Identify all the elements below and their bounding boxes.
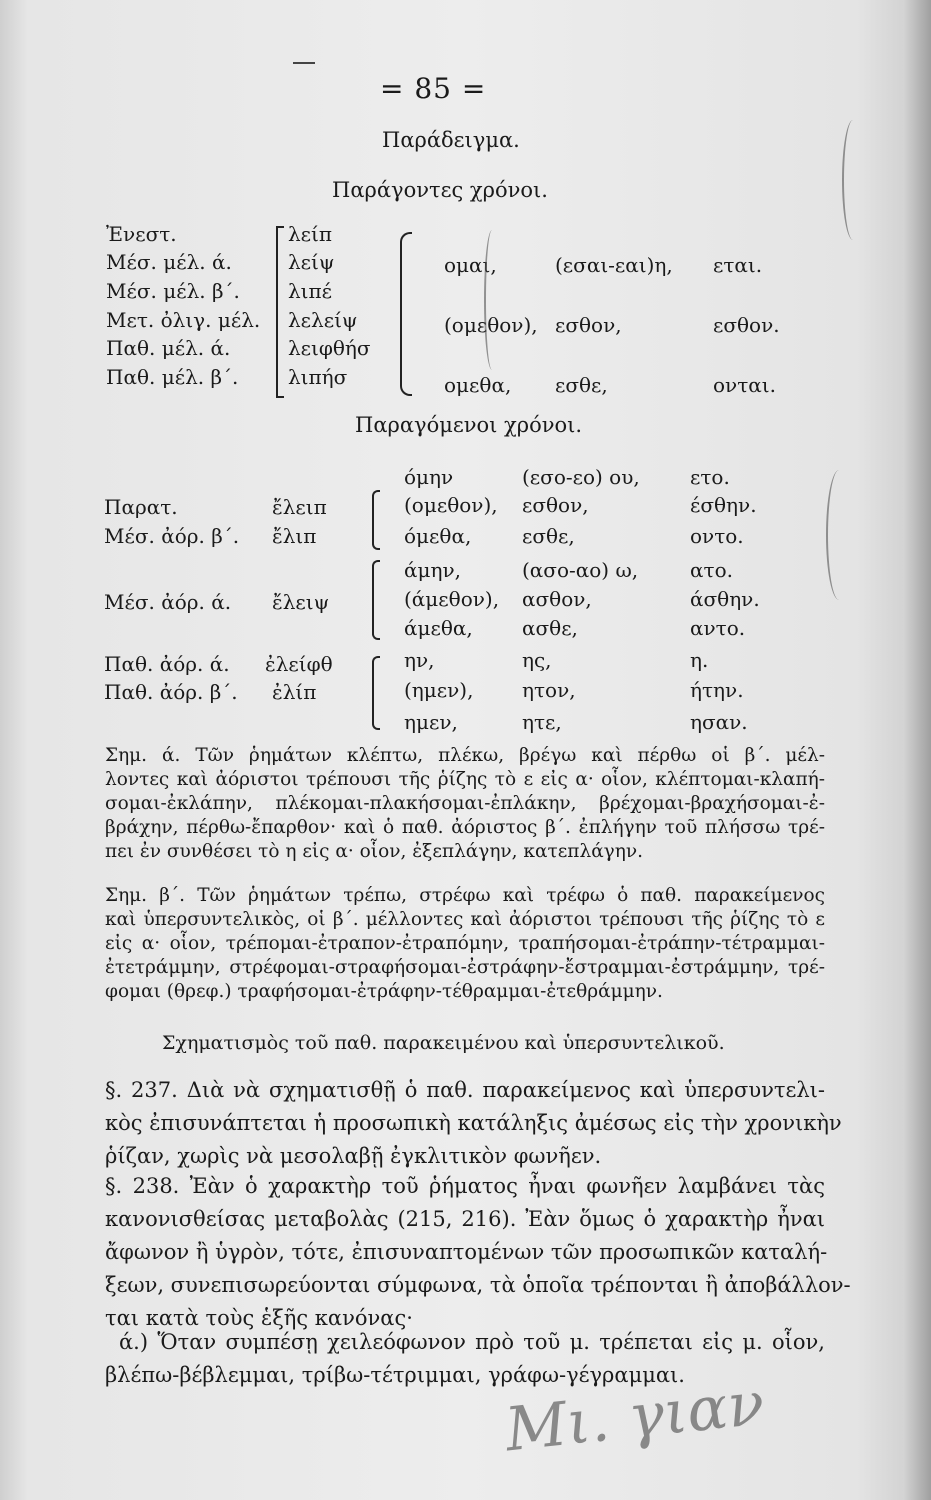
note-beta-line: ἐτετράμμην, στρέφομαι-στραφήσομαι-ἐστράφην-ἔστραμμαι-ἐστράμμην, τρέ- [105, 957, 825, 978]
margin-pencil-mark [826, 470, 852, 600]
section-237-line: §. 237. Διὰ νὰ σχηματισθῇ ὁ παθ. παρακείμενος καὶ ὑπερσυντελι- [105, 1078, 825, 1102]
section-237-line: ῥίζαν, χωρὶς νὰ μεσολαβῇ ἐγκλιτικὸν φωνῆεν. [105, 1144, 602, 1168]
section-238 [105, 1170, 851, 1335]
example-title: Παράδειγμα. [382, 128, 520, 152]
table2-ending: ασθε, [522, 616, 578, 640]
section-238-line: ἄφωνον ἢ ὑγρὸν, τότε, ἐπισυναπτομένων τῶν προσωπικῶν καταλή- [105, 1240, 828, 1264]
note-alpha [105, 744, 825, 864]
page-number: = 85 = [380, 72, 487, 105]
table1-label: Ἐνεστ. [106, 222, 177, 246]
table2-ending: ετο. [690, 465, 730, 489]
table2-ending: η. [690, 648, 709, 672]
table2-ending: ήτην. [690, 678, 744, 702]
primary-tenses-heading: Παράγοντες χρόνοι. [332, 178, 548, 202]
table1-label: Μέσ. μέλ. ά. [106, 250, 232, 274]
table2-ending: άμην, [404, 558, 462, 582]
table2-label: Μέσ. ἀόρ. β΄. [104, 524, 240, 548]
table1-ending: ομεθα, [444, 373, 512, 397]
faint-stroke-mark [484, 230, 500, 370]
table2-label: Μέσ. ἀόρ. ά. [104, 590, 232, 614]
table2-ending: ητε, [522, 710, 562, 734]
table2-ending: άσθην. [690, 587, 760, 611]
table2-ending: (ομεθον), [404, 493, 498, 517]
table2-ending: έσθην. [690, 493, 757, 517]
brace-aorist-a [372, 560, 380, 640]
table2-label: Παρατ. [104, 495, 178, 519]
handwritten-annotation: Μι. γιαν [502, 1368, 768, 1466]
table1-ending: ομαι, [444, 253, 497, 277]
table1-label: Μέσ. μέλ. β΄. [106, 279, 240, 303]
table1-label: Παθ. μέλ. β΄. [106, 365, 239, 389]
section-237 [105, 1074, 842, 1173]
table1-stem: λείψ [288, 250, 335, 274]
note-beta-line: εἰς α· οἷον, τρέπομαι-ἐτραπον-ἐτραπόμην, τραπήσομαι-ἐτράπην-τέτραμμαι- [105, 933, 825, 954]
rule-alpha-line: βλέπω-βέβλεμμαι, τρίβω-τέτριμμαι, γράφω-γέγραμμαι. [105, 1363, 685, 1387]
note-alpha-line: Σημ. ά. Τῶν ῥημάτων κλέπτω, πλέκω, βρέγω καὶ πέρθω οἱ β΄. μέλ- [105, 745, 825, 766]
table1-stem: λείπ [288, 222, 333, 246]
table2-ending: (ασο-αο) ω, [522, 558, 639, 582]
table1-ending: (ομεθον), [444, 313, 538, 337]
page-binding-shadow [903, 0, 931, 1500]
section-238-line: κανονισθείσας μεταβολὰς (215, 216). Ἐὰν ὅμως ὁ χαρακτὴρ ἦναι [105, 1207, 825, 1231]
section-238-line: ξεων, συνεπισωρεύονται σύμφωνα, τὰ ὁποῖα τρέπονται ἢ ἀποβάλλον- [105, 1273, 851, 1297]
table2-ending: (ημεν), [404, 678, 474, 702]
table1-stem: λιπέ [288, 279, 333, 303]
table1-label: Παθ. μέλ. ά. [106, 336, 231, 360]
stems-bracket [276, 226, 284, 398]
table2-ending: ης, [522, 648, 552, 672]
table2-stem: ἔλειπ [272, 495, 327, 519]
table2-ending: άμεθα, [404, 616, 473, 640]
rule-alpha-line: ά.) Ὅταν συμπέσῃ χειλεόφωνον πρὸ τοῦ μ. τρέπεται εἰς μ. οἷον, [119, 1330, 825, 1354]
table1-ending: εσθον, [555, 313, 622, 337]
note-alpha-line: λοντες καὶ ἀόριστοι τρέπουσι τῆς ῥίζης τὸ ε εἰς α· οἷον, κλέπτομαι-κλαπή- [105, 769, 825, 790]
derived-tenses-heading: Παραγόμενοι χρόνοι. [355, 413, 583, 437]
table2-ending: ητον, [522, 678, 576, 702]
table2-label: Παθ. ἀόρ. β΄. [104, 680, 238, 704]
top-dash-mark [293, 62, 315, 64]
formation-heading: Σχηματισμὸς τοῦ παθ. παρακειμένου καὶ ὑπερσυντελικοῦ. [162, 1032, 725, 1054]
table1-ending: (εσαι-εαι)η, [555, 253, 673, 277]
table2-ending: (εσο-εο) ου, [522, 465, 640, 489]
table2-stem: ἔλιπ [272, 524, 317, 548]
table2-ending: οντο. [690, 524, 744, 548]
table1-ending: εται. [713, 253, 763, 277]
table2-ending: (άμεθον), [404, 587, 500, 611]
table2-stem: ἔλειψ [272, 590, 330, 614]
table1-ending: ονται. [713, 373, 776, 397]
table2-ending: ημεν, [404, 710, 458, 734]
note-alpha-line: πει ἐν συνθέσει τὸ η εἰς α· οἷον, ἐξεπλάγην, κατεπλάγην. [105, 841, 643, 862]
table2-stem: ἐλίπ [272, 680, 317, 704]
margin-pencil-mark [842, 120, 864, 240]
brace-imperfect [372, 490, 380, 550]
note-beta-line: Σημ. β΄. Τῶν ῥημάτων τρέπω, στρέφω καὶ τρέφω ὁ παθ. παρακείμενος [105, 885, 825, 906]
note-beta-line: φομαι (θρεφ.) τραφήσομαι-ἐτράφην-τέθραμμαι-ἐτεθράμμην. [105, 981, 663, 1002]
brace-passive-aorist [372, 656, 380, 730]
section-238-line: §. 238. Ἐὰν ὁ χαρακτὴρ τοῦ ῥήματος ἦναι φωνῆεν λαμβάνει τὰς [105, 1174, 825, 1198]
table2-ending: ασθον, [522, 587, 592, 611]
section-238-line: ται κατὰ τοὺς ἑξῆς κανόνας· [105, 1306, 413, 1330]
note-beta [105, 884, 825, 1004]
table2-ending: ησαν. [690, 710, 748, 734]
table2-ending: ην, [404, 648, 435, 672]
table1-stem: λελείψ [288, 308, 358, 332]
table2-ending: ατο. [690, 558, 733, 582]
table2-ending: εσθε, [522, 524, 575, 548]
table1-label: Μετ. ὀλιγ. μέλ. [106, 308, 261, 332]
table2-label: Παθ. ἀόρ. ά. [104, 652, 230, 676]
note-alpha-line: σομαι-ἐκλάπην, πλέκομαι-πλακήσομαι-ἐπλάκην, βρέχομαι-βραχήσομαι-ἐ- [105, 793, 825, 814]
table1-stem: λειφθήσ [288, 336, 371, 360]
endings-brace [400, 232, 412, 396]
table2-ending: αντο. [690, 616, 746, 640]
table2-ending: όμην [404, 465, 454, 489]
note-beta-line: καὶ ὑπερσυντελικὸς, οἱ β΄. μέλλοντες καὶ ἀόριστοι τρέπουσι τῆς ῥίζης τὸ ε [105, 909, 825, 930]
table2-ending: όμεθα, [404, 524, 472, 548]
table1-ending: εσθε, [555, 373, 608, 397]
table2-stem: ἐλείφθ [265, 652, 333, 676]
table2-ending: εσθον, [522, 493, 589, 517]
section-237-line: κὸς ἐπισυνάπτεται ἡ προσωπικὴ κατάληξις ἀμέσως εἰς τὴν χρονικὴν [105, 1111, 842, 1135]
note-alpha-line: βράχην, πέρθω-ἔπαρθον· καὶ ὁ παθ. ἀόριστος β΄. ἐπλήγην τοῦ πλήσσω τρέ- [105, 817, 825, 838]
table1-stem: λιπήσ [288, 365, 348, 389]
table1-ending: εσθον. [713, 313, 780, 337]
